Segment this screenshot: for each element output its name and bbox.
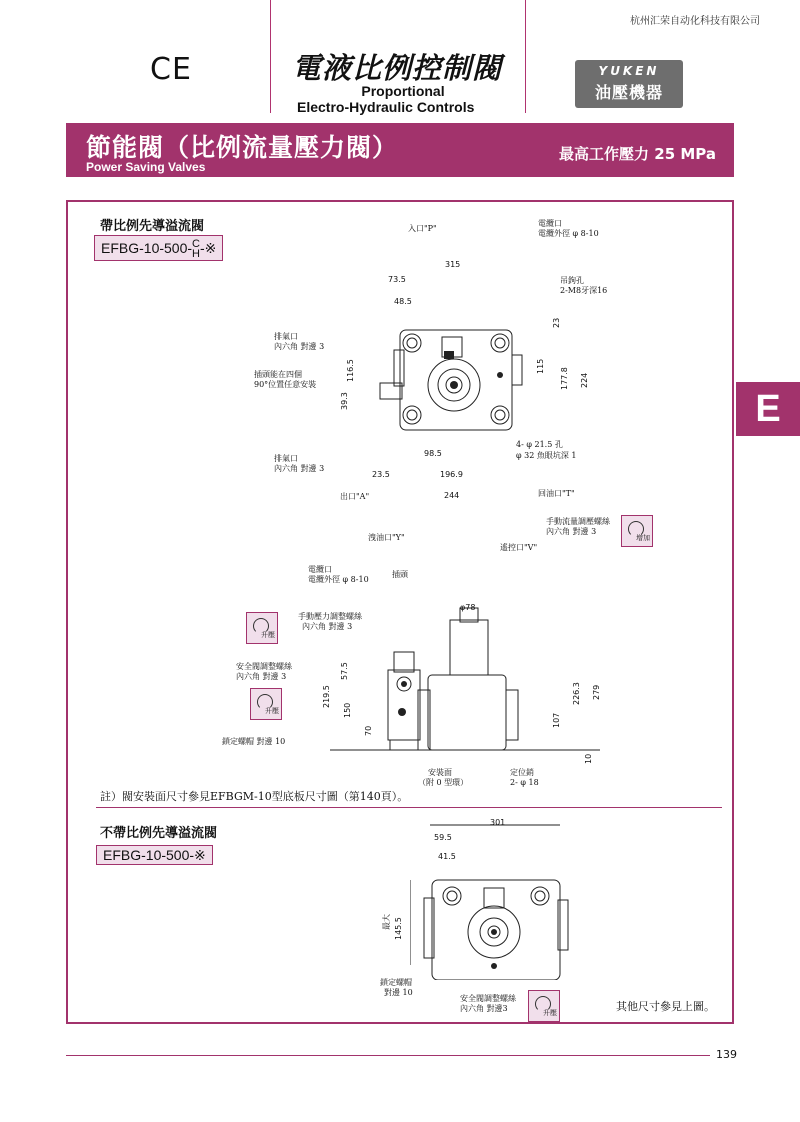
label-pin-dia: 2- φ 18 [510, 778, 539, 787]
dim-224: 224 [580, 372, 589, 388]
dim-59-5: 59.5 [434, 833, 452, 842]
dim-48-5: 48.5 [394, 297, 412, 306]
label-plug: 插頭 [392, 570, 408, 579]
logo-subtext: 油壓機器 [594, 83, 663, 102]
dim-226-3: 226.3 [572, 682, 581, 705]
label-s2-lock-hex: 對邊 10 [384, 988, 413, 997]
label-cable-port: 電纜口 [538, 219, 562, 228]
other-dims-note: 其他尺寸參見上圖。 [616, 1000, 715, 1013]
section-divider [96, 807, 722, 808]
max-pressure: 最高工作壓力 25 MPa [559, 145, 716, 163]
dim-177-8: 177.8 [560, 367, 569, 390]
banner-subtitle: Power Saving Valves [86, 160, 206, 174]
company-name: 杭州汇荣自动化科技有限公司 [630, 16, 760, 27]
label-lift-hole-spec: 2-M8牙深16 [560, 286, 608, 295]
dim-301: 301 [490, 818, 506, 827]
title-en-line2: Electro-Hydraulic Controls [297, 99, 475, 115]
dim-196-9: 196.9 [440, 470, 463, 479]
side-view-drawing [330, 600, 600, 770]
label-lift-hole: 吊鉤孔 [560, 276, 584, 285]
dim-219-5: 219.5 [322, 685, 331, 708]
dim-145-5: 145.5 [394, 917, 403, 940]
dim-107: 107 [552, 712, 561, 728]
raise-text-3: 升壓 [543, 1009, 557, 1017]
label-plug-note2: 90°位置任意安裝 [254, 380, 317, 389]
raise-text-1: 升壓 [261, 631, 275, 639]
dim-115: 115 [536, 358, 545, 374]
model-option-h: H [192, 248, 200, 261]
label-outlet-a: 出口"A" [340, 492, 370, 501]
label-vent-port2: 排氣口 [274, 454, 298, 463]
label-oring: （附 0 型環） [418, 778, 469, 787]
label-s2-safety-screw: 安全閥調整螺絲 [460, 994, 516, 1003]
banner-title: 節能閥（比例流量壓力閥） [86, 133, 399, 162]
label-s2-safety-hex: 內六角 對邊3 [460, 1004, 508, 1013]
section2-model[interactable]: EFBG-10-500-※ [96, 845, 213, 865]
label-locating-pin: 定位銷 [510, 768, 534, 777]
label-manual-hex: 內六角 對邊 3 [302, 622, 353, 631]
increase-indicator [621, 515, 653, 547]
header-divider-left [270, 0, 271, 113]
dim-244: 244 [444, 491, 460, 500]
dim-41-5: 41.5 [438, 852, 456, 861]
header-divider-right [525, 0, 526, 113]
dim-23-5: 23.5 [372, 470, 390, 479]
label-bolt-hole: 4- φ 21.5 孔 [516, 440, 563, 449]
raise-indicator-1 [246, 612, 278, 644]
ce-mark: CE [150, 52, 192, 87]
raise-indicator-3 [528, 990, 560, 1022]
label-vent-hex2: 內六角 對邊 3 [274, 464, 325, 473]
model-suffix: -※ [200, 240, 217, 256]
dim-279: 279 [592, 684, 601, 700]
label-cable-dia: 電纜外徑 φ 8-10 [538, 229, 599, 238]
section-banner [66, 123, 734, 177]
raise-indicator-2 [250, 688, 282, 720]
page-title: 電液比例控制閥 [292, 51, 503, 85]
label-safety-screw: 安全閥調整螺絲 [236, 662, 292, 671]
dim-73-5: 73.5 [388, 275, 406, 284]
raise-text-2: 升壓 [265, 707, 279, 715]
label-side-cable-dia: 電纜外徑 φ 8-10 [308, 575, 369, 584]
model-option-c: C [192, 238, 200, 251]
dim-70: 70 [364, 725, 373, 736]
section1-model-box [94, 235, 223, 261]
section2-title: 不帶比例先導溢流閥 [100, 825, 218, 840]
label-drain-y: 洩油口"Y" [368, 533, 405, 542]
yuken-logo [575, 60, 683, 108]
footer-line [66, 1055, 710, 1056]
label-vent-hex1: 內六角 對邊 3 [274, 342, 325, 351]
label-flow-screw: 手動流量調壓螺絲 [546, 517, 610, 526]
label-inlet-p: 入口"P" [408, 224, 437, 233]
section2-drawing [410, 820, 580, 980]
dim-10: 10 [584, 753, 593, 764]
label-vent-port1: 排氣口 [274, 332, 298, 341]
label-return-t: 回油口"T" [538, 489, 575, 498]
mounting-note: 註）閥安裝面尺寸參見EFBGM-10型底板尺寸圖（第140頁）。 [100, 790, 409, 803]
label-safety-hex: 內六角 對邊 3 [236, 672, 287, 681]
label-remote-v: 遙控口"V" [500, 543, 538, 552]
label-lock-nut: 鎖定螺帽 對邊 10 [222, 737, 286, 746]
title-en-line1: Proportional [361, 83, 445, 99]
dim-116-5: 116.5 [346, 359, 355, 382]
model-code: EFBG-10-500- [101, 240, 193, 256]
label-mount-face: 安裝面 [428, 768, 452, 777]
dim-phi78: φ78 [460, 603, 476, 612]
dim-150: 150 [343, 702, 352, 718]
page-number: 139 [716, 1048, 737, 1061]
dim-39-3: 39.3 [340, 392, 349, 410]
label-max: 最大 [382, 914, 391, 930]
label-manual-screw: 手動壓力調整螺絲 [298, 612, 362, 621]
dim-98-5: 98.5 [424, 449, 442, 458]
logo-text: YUKEN [598, 64, 660, 78]
dim-315: 315 [445, 260, 461, 269]
label-side-cable-port: 電纜口 [308, 565, 332, 574]
label-counterbore: φ 32 魚眼坑深 1 [516, 451, 577, 460]
label-flow-hex: 內六角 對邊 3 [546, 527, 597, 536]
dim-23: 23 [552, 317, 561, 328]
dim-57-5: 57.5 [340, 662, 349, 680]
label-s2-lock-nut: 鎖定螺帽 [380, 978, 412, 987]
label-plug-note1: 插頭能在四個 [254, 370, 302, 379]
section-tab-e[interactable]: E [736, 382, 800, 436]
increase-text: 增加 [636, 534, 650, 542]
section1-title: 帶比例先導溢流閥 [100, 218, 205, 233]
